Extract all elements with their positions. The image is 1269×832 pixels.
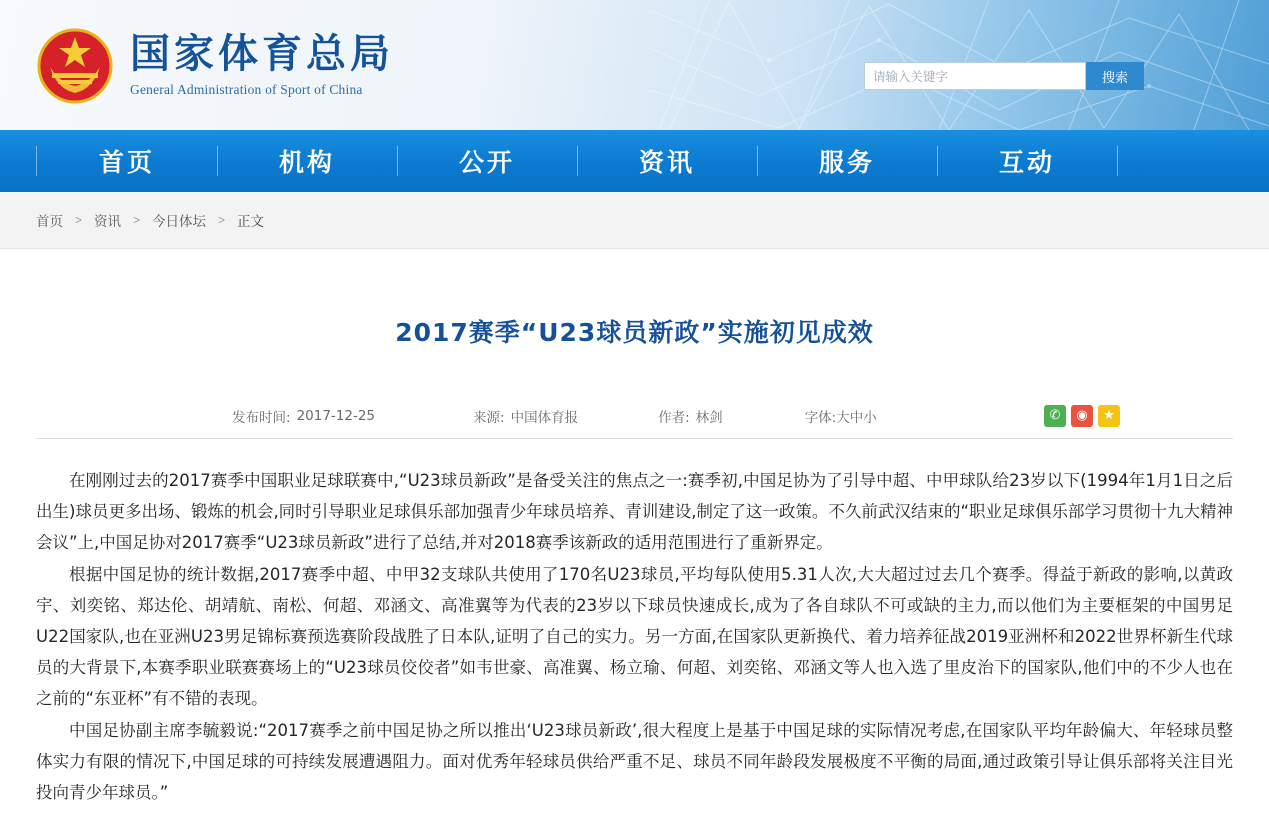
- china-national-emblem-icon: [36, 27, 114, 105]
- meta-divider: [36, 438, 1233, 439]
- breadcrumb-separator: >: [133, 213, 141, 227]
- site-header: [0, 0, 1269, 130]
- page-title: 2017赛季“U23球员新政”实施初见成效: [395, 318, 874, 347]
- nav-item-service[interactable]: 服务: [757, 143, 937, 179]
- search-button[interactable]: 搜索: [1086, 62, 1144, 90]
- nav-item-news[interactable]: 资讯: [577, 143, 757, 179]
- nav-item-interact[interactable]: 互动: [937, 143, 1117, 179]
- source-value: 中国体育报: [510, 409, 579, 426]
- nav-divider: [1117, 146, 1118, 176]
- author-label: 作者:: [658, 409, 690, 426]
- weibo-share-icon[interactable]: ◉: [1071, 405, 1093, 427]
- article-meta: [36, 393, 1233, 438]
- site-title-en: General Administration of Sport of China: [130, 81, 363, 97]
- font-size-small[interactable]: 小: [863, 409, 877, 426]
- site-title-cn: 国家体育总局: [130, 30, 394, 77]
- favorite-star-icon[interactable]: ★: [1098, 405, 1120, 427]
- source-label: 来源:: [473, 409, 505, 426]
- breadcrumb-item-news[interactable]: 资讯: [94, 214, 122, 230]
- article-paragraph: 中国足协副主席李毓毅说:“2017赛季之前中国足协之所以推出‘U23球员新政’,很大程度上是基于中国足球的实际情况考虑,在国家队平均年龄偏大、年轻球员整体实力有限的情况下,中国足球的可持续发展遭遇阻力。面对优秀年轻球员供给严重不足、球员不同年龄段发展极度不平衡的局面,通过政策引导让俱乐部将关注目光投向青少年球员。”: [36, 721, 1233, 802]
- breadcrumb-item-current: 正文: [237, 214, 265, 230]
- font-size-large[interactable]: 大: [836, 409, 850, 426]
- main-navigation[interactable]: [0, 130, 1269, 192]
- search-input[interactable]: [864, 62, 1086, 90]
- nav-item-public[interactable]: 公开: [397, 143, 577, 179]
- article-body: [36, 465, 1233, 808]
- article-paragraph: 在刚刚过去的2017赛季中国职业足球联赛中,“U23球员新政”是备受关注的焦点之一:赛季初,中国足协为了引导中超、中甲球队给23岁以下(1994年1月1日之后出生)球员更多出场、锻炼的机会,同时引导职业足球俱乐部加强青少年球员培养、青训建设,制定了这一政策。不久前武汉结束的“职业足球俱乐部学习贯彻十九大精神会议”上,中国足协对2017赛季“U23球员新政”进行了总结,并对2018赛季该新政的适用范围进行了重新界定。: [36, 471, 1233, 552]
- breadcrumb-item-home[interactable]: 首页: [36, 214, 63, 230]
- breadcrumb-separator: >: [75, 213, 83, 227]
- font-size-medium[interactable]: 中: [849, 409, 864, 426]
- search-box[interactable]: [864, 62, 1144, 90]
- font-size-label: 字体:: [804, 409, 837, 426]
- article-paragraph: 根据中国足协的统计数据,2017赛季中超、中甲32支球队共使用了170名U23球员,平均每队使用5.31人次,大大超过过去几个赛季。得益于新政的影响,以黄政宇、刘奕铭、郑达伦、胡靖航、南松、何超、邓涵文、高准翼等为代表的23岁以下球员快速成长,成为了各自球队不可或缺的主力,而以他们为主要框架的中国男足U22国家队,也在亚洲U23男足锦标赛预选赛阶段战胜了日本队,证明了自己的实力。另一方面,在国家队更新换代、着力培养征战2019亚洲杯和2022世界杯新生代球员的大背景下,本赛季职业联赛赛场上的“U23球员佼佼者”如韦世豪、高准翼、杨立瑜、何超、刘奕铭、邓涵文等人也入选了里皮治下的国家队,他们中的不少人也在之前的“东亚杯”有不错的表现。: [36, 565, 1233, 708]
- publish-time-value: 2017-12-25: [296, 407, 376, 424]
- site-logo[interactable]: [130, 30, 394, 97]
- author-value: 林剑: [695, 409, 723, 426]
- breadcrumb: [0, 192, 1269, 249]
- nav-item-org[interactable]: 机构: [217, 143, 397, 179]
- nav-item-home[interactable]: 首页: [98, 148, 155, 177]
- publish-time-label: 发布时间:: [232, 409, 291, 426]
- wechat-share-icon[interactable]: ✆: [1044, 405, 1066, 427]
- breadcrumb-item-today-sports[interactable]: 今日体坛: [152, 214, 207, 230]
- article-container: [0, 249, 1269, 808]
- share-toolbar: [1044, 405, 1120, 427]
- breadcrumb-separator: >: [218, 213, 226, 227]
